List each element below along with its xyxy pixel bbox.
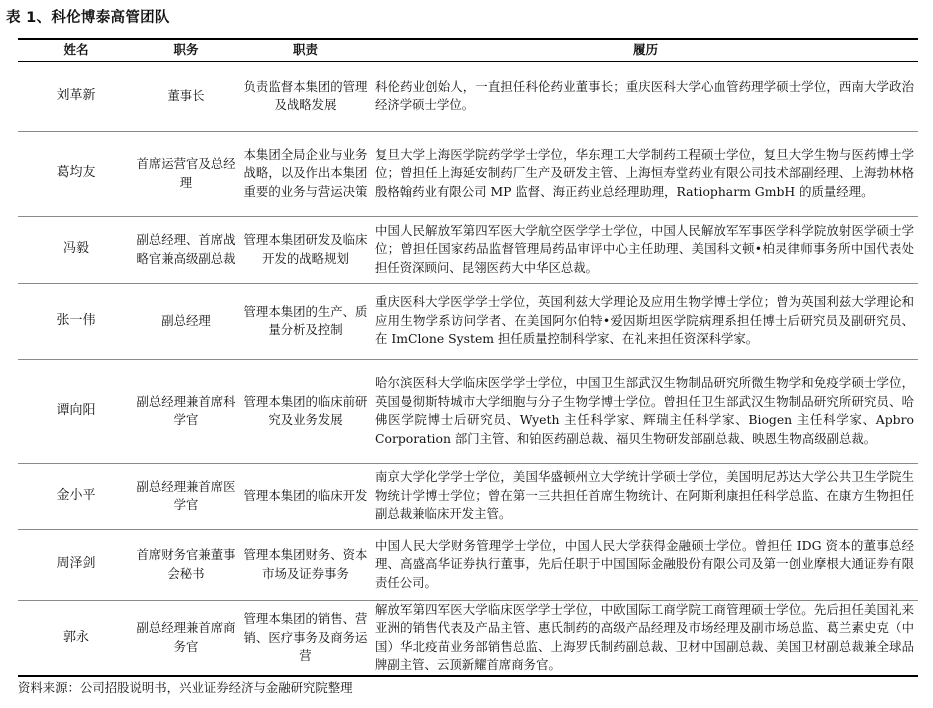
cell-role: 首席运营官及总经理 (134, 131, 238, 216)
cell-duty: 本集团全局企业与业务战略，以及作出本集团重要的业务与营运决策 (238, 131, 373, 216)
table-row (18, 61, 918, 131)
table-row (18, 600, 918, 676)
cell-role: 副总经理 (134, 283, 238, 359)
table-row (18, 529, 918, 600)
cell-duty: 管理本集团的临床开发 (238, 463, 373, 529)
cell-name: 周泽剑 (18, 529, 134, 600)
cell-resume: 中国人民解放军第四军医大学航空医学学士学位，中国人民解放军军事医学科学院放射医学硕士学位；曾担任国家药品监督管理局药品审评中心主任助理、美国科文顿•柏灵律师事务所中国代表处担任资深顾问、昆翎医药大中华区总裁。 (373, 216, 918, 283)
cell-duty: 负责监督本集团的管理及战略发展 (238, 61, 373, 131)
table-title: 表 1、科伦博泰高管团队 (6, 10, 170, 26)
cell-duty: 管理本集团的生产、质量分析及控制 (238, 283, 373, 359)
cell-role: 副总经理兼首席商务官 (134, 600, 238, 676)
executive-team-table (18, 38, 918, 677)
cell-name: 刘革新 (18, 61, 134, 131)
cell-resume: 科伦药业创始人，一直担任科伦药业董事长；重庆医科大学心血管药理学硕士学位，西南大学政治经济学硕士学位。 (373, 61, 918, 131)
cell-role: 副总经理兼首席医学官 (134, 463, 238, 529)
cell-resume: 哈尔滨医科大学临床医学学士学位，中国卫生部武汉生物制品研究所微生物学和免疫学硕士学位，英国曼彻斯特城市大学细胞与分子生物学博士学位。曾担任卫生部武汉生物制品研究所研究员、哈佛医学院博士后研究员、Wyeth 主任科学家、辉瑞主任科学家、Biogen 主任科学家、Apbro Corporation 部门主管、和铂医药副总裁、福贝生物研发部副总裁、映恩生物高级副总裁。 (373, 359, 918, 463)
header-name: 姓名 (18, 39, 134, 61)
cell-resume: 南京大学化学学士学位，美国华盛顿州立大学统计学硕士学位，美国明尼苏达大学公共卫生学院生物统计学博士学位；曾在第一三共担任首席生物统计、在阿斯利康担任科学总监、在康方生物担任副总裁兼临床开发主管。 (373, 463, 918, 529)
cell-duty: 管理本集团的临床前研究及业务发展 (238, 359, 373, 463)
table-header-row (18, 39, 918, 61)
cell-role: 副总经理、首席战略官兼高级副总裁 (134, 216, 238, 283)
table-row (18, 359, 918, 463)
cell-resume: 重庆医科大学医学学士学位，英国利兹大学理论及应用生物学博士学位；曾为英国利兹大学理论和应用生物学系访问学者、在美国阿尔伯特•爱因斯坦医学院病理系担任博士后研究员及副研究员、在 ImClone System 担任质量控制科学家、在礼来担任资深科学家。 (373, 283, 918, 359)
cell-duty: 管理本集团财务、资本市场及证券事务 (238, 529, 373, 600)
cell-duty: 管理本集团研发及临床开发的战略规划 (238, 216, 373, 283)
cell-name: 谭向阳 (18, 359, 134, 463)
cell-name: 张一伟 (18, 283, 134, 359)
header-role: 职务 (134, 39, 238, 61)
cell-name: 冯毅 (18, 216, 134, 283)
cell-role: 副总经理兼首席科学官 (134, 359, 238, 463)
table-row (18, 131, 918, 216)
cell-resume: 复旦大学上海医学院药学学士学位，华东理工大学制药工程硕士学位，复旦大学生物与医药博士学位；曾担任上海延安制药厂生产及研发主管、上海恒寿堂药业有限公司技术部副经理、上海勃林格殷格翰药业有限公司 MP 监督、海正药业总经理助理，Ratiopharm GmbH 的质量经理。 (373, 131, 918, 216)
cell-name: 葛均友 (18, 131, 134, 216)
cell-duty: 管理本集团的销售、营销、医疗事务及商务运营 (238, 600, 373, 676)
source-note: 资料来源：公司招股说明书，兴业证券经济与金融研究院整理 (18, 680, 353, 695)
table-row (18, 283, 918, 359)
table-row (18, 216, 918, 283)
cell-role: 首席财务官兼董事会秘书 (134, 529, 238, 600)
cell-role: 董事长 (134, 61, 238, 131)
cell-resume: 中国人民大学财务管理学士学位，中国人民大学获得金融硕士学位。曾担任 IDG 资本的董事总经理、高盛高华证券执行董事，先后任职于中国国际金融股份有限公司及第一创业摩根大通证券有限责任公司。 (373, 529, 918, 600)
cell-name: 金小平 (18, 463, 134, 529)
cell-resume: 解放军第四军医大学临床医学学士学位，中欧国际工商学院工商管理硕士学位。先后担任美国礼来亚洲的销售代表及产品主管、惠氏制药的高级产品经理及市场经理及副市场总监、葛兰素史克（中国）华北疫苗业务部销售总监、上海罗氏制药副总裁、卫材中国副总裁、美国卫材副总裁兼全球品牌副主管、云顶新耀首席商务官。 (373, 600, 918, 676)
table-row (18, 463, 918, 529)
header-resume: 履历 (373, 39, 918, 61)
cell-name: 郭永 (18, 600, 134, 676)
header-duty: 职责 (238, 39, 373, 61)
